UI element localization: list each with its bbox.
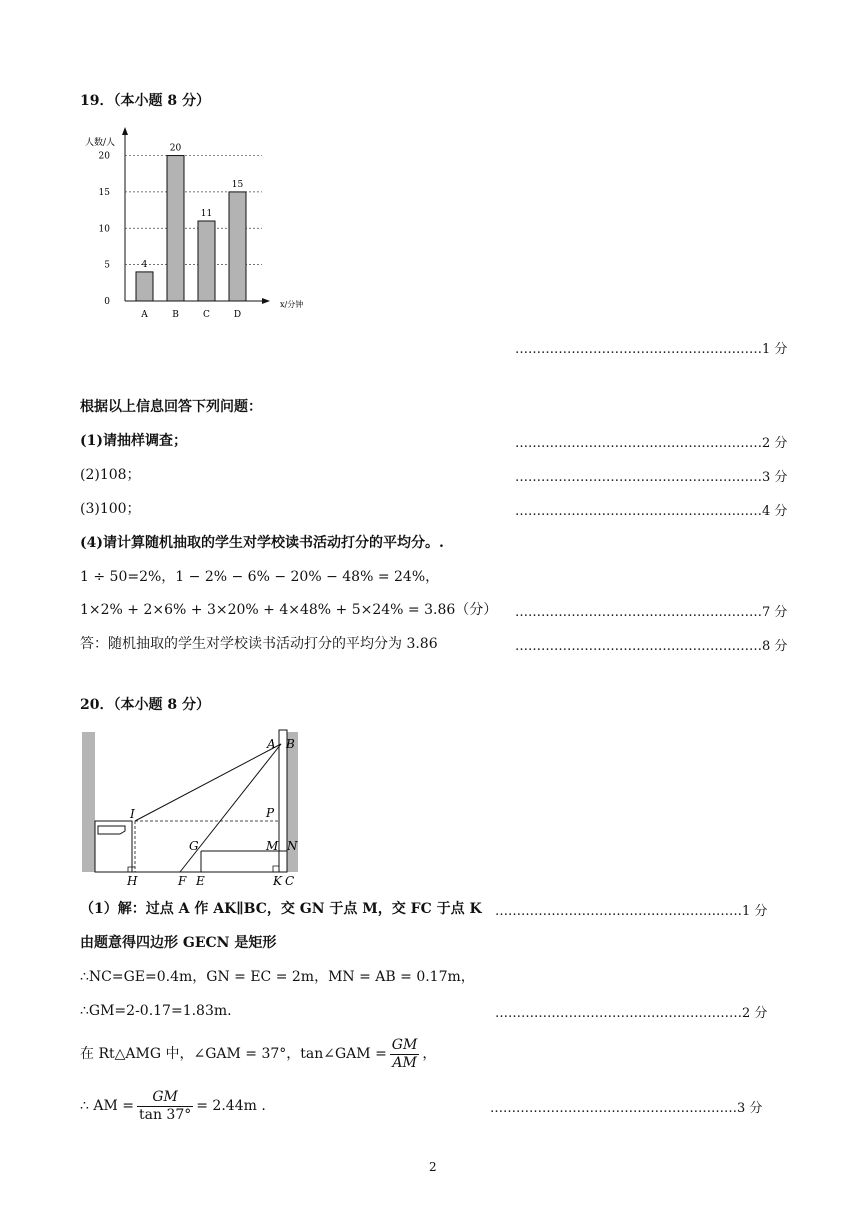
bar-d [229,192,246,301]
right-angle-k [273,866,279,872]
q19-row-3-score: …………………………………………………4 分 [515,504,788,519]
q19-calc-2-score: …………………………………………………7 分 [515,605,788,620]
fraction-numerator: GM [391,1036,418,1053]
q20-line-5 [80,1034,436,1074]
q19-row-2-score: …………………………………………………3 分 [515,470,788,485]
x-tick-label-b: B [172,310,179,320]
q20-line-1: （1）解：过点 A 作 AK∥BC，交 GN 于点 M，交 FC 于点 K [80,901,482,917]
bar-a [136,272,153,301]
q19-row-2: (2)108； [80,467,141,483]
fraction-gm-am [390,1037,420,1072]
label-c: C [285,874,295,888]
fraction-denominator: tan 37° [138,1106,192,1123]
x-axis-label: x/分钟 [280,300,304,309]
q20-line-2: 由题意得四边形 GECN 是矩形 [80,935,277,951]
q19-calc-2: 1×2% + 2×6% + 3×20% + 4×48% + 5×24% = 3.86（分） [80,602,498,618]
q20-line-6 [80,1086,266,1126]
page-number: 2 [429,1160,437,1174]
x-tick-label-c: C [203,310,210,320]
label-f: F [178,874,187,888]
q20-line-6-score: …………………………………………………3 分 [490,1101,763,1116]
data-label-d: 15 [231,179,244,190]
x-axis-arrow [262,298,270,304]
label-b: B [286,737,295,751]
y-axis-label: 人数/人 [85,138,116,148]
y-tick-label: 20 [98,151,110,162]
bar-b [167,156,184,301]
label-h: H [127,874,138,888]
desk [95,821,132,872]
q20-heading: 20．（本小题 8 分） [80,697,210,713]
q20-line-4: ∴GM=2-0.17=1.83m. [80,1003,232,1019]
label-a: A [267,737,276,751]
q19-row-3: (3)100； [80,501,141,517]
q19-heading: 19．（本小题 8 分） [80,93,210,109]
label-g: G [189,839,199,853]
y-tick-label: 5 [104,260,110,271]
q19-question-4: (4)请计算随机抽取的学生对学校读书活动打分的平均分。. [80,535,444,551]
line-ia [135,744,281,821]
q20-line-6-pre: ∴ AM = [80,1098,134,1114]
q20-line-3: ∴NC=GE=0.4m，GN = EC = 2m，MN = AB = 0.17m， [80,969,475,985]
y-tick-label: 0 [104,297,110,307]
q20-line-5-post: ， [422,1046,437,1062]
geometry-figure [80,726,310,891]
q20-line-5-pre: 在 Rt△AMG 中，∠GAM = 37°，tan∠GAM = [80,1046,387,1062]
data-label-c: 11 [200,209,213,219]
label-p: P [266,806,275,820]
q20-line-1-score: …………………………………………………1 分 [495,904,768,919]
y-tick-label: 10 [98,224,110,235]
left-wall [82,732,95,872]
q19-score-1: …………………………………………………1 分 [515,342,788,357]
x-tick-label-a: A [141,310,148,320]
q20-line-6-post: = 2.44m . [196,1098,266,1114]
bar-chart [80,125,320,325]
label-m: M [266,839,279,853]
fraction-gm-tan37 [137,1089,193,1124]
q19-answer: 答：随机抽取的学生对学校读书活动打分的平均分为 3.86 [80,636,438,652]
q19-row-1-score: …………………………………………………2 分 [515,436,788,451]
y-axis-arrow [122,127,128,135]
label-e: E [196,874,205,888]
fraction-denominator: AM [392,1054,417,1071]
data-label-a: 4 [141,259,148,270]
q19-calc-1: 1 ÷ 50=2%，1 − 2% − 6% − 20% − 48% = 24%， [80,569,440,585]
label-n: N [287,839,298,853]
bar-c [198,221,215,301]
x-tick-label-d: D [233,310,242,320]
y-tick-label: 15 [98,187,110,198]
label-k: K [273,874,282,888]
fraction-numerator: GM [137,1089,193,1107]
q19-row-1: (1)请抽样调查； [80,433,187,449]
q19-intro: 根据以上信息回答下列问题： [80,399,262,415]
q19-answer-score: …………………………………………………8 分 [515,639,788,654]
label-i: I [130,807,135,821]
q20-line-4-score: …………………………………………………2 分 [495,1006,768,1021]
data-label-b: 20 [169,143,182,154]
